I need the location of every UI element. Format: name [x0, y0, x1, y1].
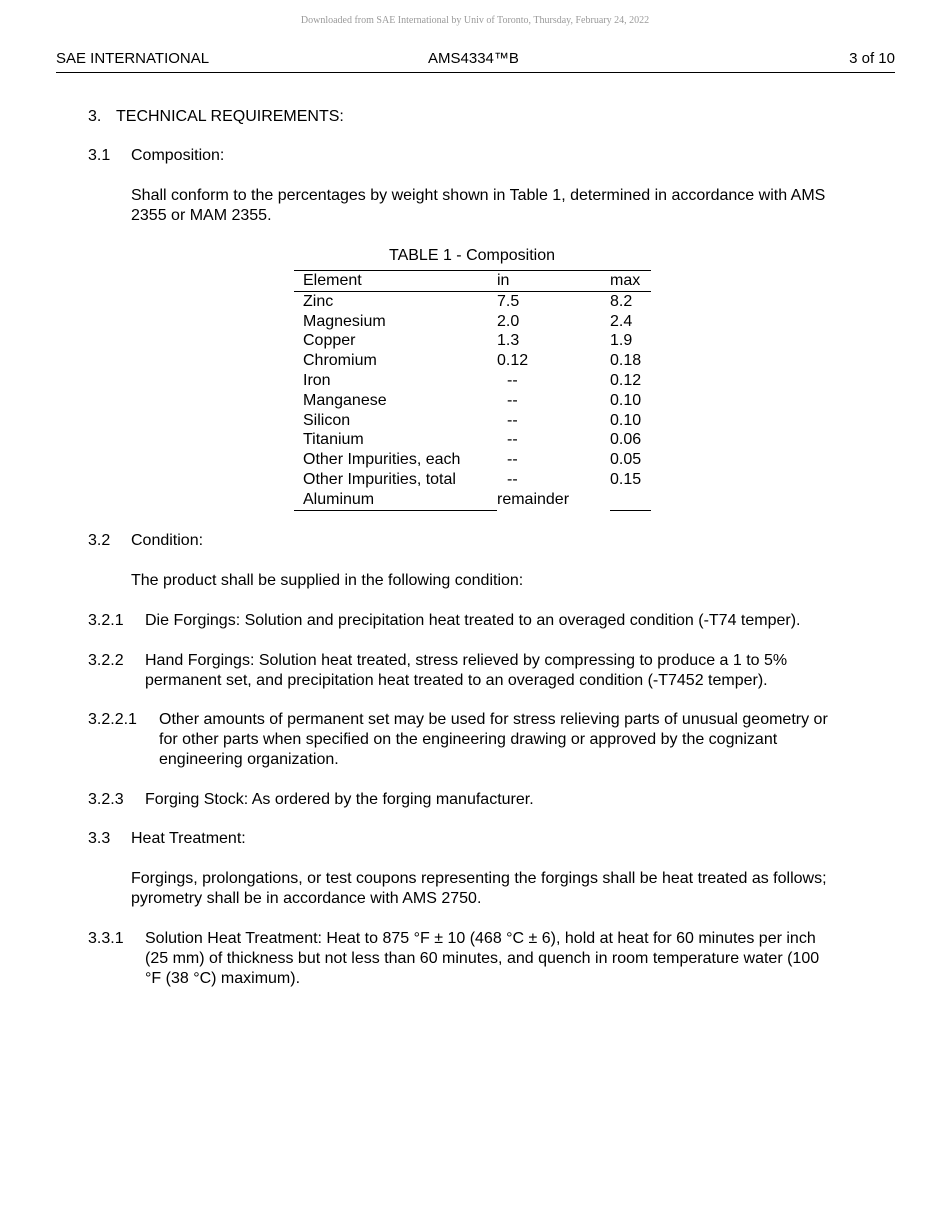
- section-3-2-2: [88, 651, 124, 671]
- table-row: [294, 371, 651, 391]
- max-cell: 0.06: [610, 431, 642, 449]
- composition-paragraph: Shall conform to the percentages by weight shown in Table 1, determined in accordance with AMS 2355 or MAM 2355.: [131, 187, 826, 224]
- hand-forgings-paragraph: Hand Forgings: Solution heat treated, stress relieved by compressing to produce a 1 to 5% permanent set, and precipitation heat treated to an overaged condition (-T7452 temper).: [145, 652, 788, 689]
- max-cell: 8.2: [610, 292, 633, 310]
- element-cell: Iron: [303, 371, 331, 389]
- section-title: Composition:: [131, 147, 225, 164]
- permanent-set-paragraph: Other amounts of permanent set may be used for stress relieving parts of unusual geometry or for other parts when specified on the engineering drawing or approved by the cognizant engineering organization.: [159, 711, 828, 768]
- element-cell: Other Impurities, total: [303, 470, 456, 488]
- min-cell: --: [507, 431, 518, 449]
- section-number: 3.: [88, 108, 102, 125]
- max-cell: 0.18: [610, 352, 642, 370]
- column-header: max: [610, 271, 651, 292]
- section-number: 3.2.1: [88, 612, 124, 629]
- min-cell: 1.3: [497, 332, 520, 350]
- table-row: [294, 312, 651, 332]
- table-row: [294, 391, 651, 411]
- min-cell: remainder: [497, 491, 570, 509]
- max-cell: 0.15: [610, 470, 642, 488]
- element-cell: Titanium: [303, 431, 364, 449]
- section-3-1-heading: [88, 146, 225, 166]
- max-cell: 0.12: [610, 371, 642, 389]
- publisher-name: SAE INTERNATIONAL: [56, 50, 210, 67]
- element-cell: Magnesium: [303, 312, 386, 330]
- heat-treatment-paragraph: Forgings, prolongations, or test coupons representing the forgings shall be heat treated as follows; pyrometry shall be in accordance with AMS 2750.: [131, 870, 827, 907]
- table-row: [294, 351, 651, 371]
- table-header-row: [294, 271, 651, 292]
- page-header: [56, 50, 895, 73]
- max-cell: 0.10: [610, 391, 642, 409]
- table-row: [294, 291, 651, 311]
- section-number: 3.1: [88, 147, 111, 164]
- section-number: 3.2.2.1: [88, 711, 137, 728]
- min-cell: 7.5: [497, 292, 520, 310]
- document-number: AMS4334™B: [428, 50, 519, 67]
- element-cell: Copper: [303, 332, 356, 350]
- table-row: [294, 450, 651, 470]
- element-cell: Other Impurities, each: [303, 451, 461, 469]
- section-title: Heat Treatment:: [131, 830, 246, 847]
- section-3-2-3: [88, 790, 124, 810]
- element-cell: Aluminum: [294, 490, 497, 510]
- table-row: [294, 430, 651, 450]
- page-number: 3 of 10: [849, 50, 895, 67]
- element-cell: Zinc: [303, 292, 334, 310]
- section-number: 3.2.3: [88, 791, 124, 808]
- table-row: [294, 331, 651, 351]
- section-number: 3.3.1: [88, 930, 124, 947]
- section-3-3-heading: [88, 829, 246, 849]
- min-cell: --: [507, 371, 518, 389]
- table-row: [294, 470, 651, 490]
- section-title: TECHNICAL REQUIREMENTS:: [116, 108, 344, 125]
- max-cell: [610, 490, 651, 510]
- section-3-3-1: [88, 929, 124, 949]
- min-cell: --: [507, 411, 518, 429]
- section-3-2-2-1: [88, 710, 137, 730]
- solution-heat-treatment-paragraph: Solution Heat Treatment: Heat to 875 °F ± 10 (468 °C ± 6), hold at heat for 60 minutes per inch (25 mm) of thickness but not less than 60 minutes, and quench in room temperature water (100 °F (38 °C) maximum).: [145, 930, 820, 987]
- max-cell: 2.4: [610, 312, 633, 330]
- element-cell: Manganese: [303, 391, 387, 409]
- max-cell: 0.10: [610, 411, 642, 429]
- section-3-heading: [88, 107, 344, 127]
- die-forgings-paragraph: Die Forgings: Solution and precipitation heat treated to an overaged condition (-T74 temper).: [145, 612, 801, 629]
- composition-table: [294, 270, 651, 511]
- min-cell: --: [507, 470, 518, 488]
- min-cell: 2.0: [497, 312, 520, 330]
- column-header: in: [497, 271, 610, 292]
- min-cell: --: [507, 451, 518, 469]
- section-number: 3.2.2: [88, 652, 124, 669]
- max-cell: 1.9: [610, 332, 633, 350]
- element-cell: Chromium: [303, 352, 377, 370]
- download-watermark: Downloaded from SAE International by Univ of Toronto, Thursday, February 24, 2022: [300, 15, 650, 26]
- min-cell: --: [507, 391, 518, 409]
- table-row: [294, 411, 651, 431]
- max-cell: 0.05: [610, 451, 642, 469]
- section-3-2-heading: [88, 531, 204, 551]
- table-title: TABLE 1 - Composition: [389, 247, 555, 264]
- element-cell: Silicon: [303, 411, 351, 429]
- min-cell: 0.12: [497, 352, 529, 370]
- forging-stock-paragraph: Forging Stock: As ordered by the forging manufacturer.: [145, 791, 534, 808]
- condition-paragraph: The product shall be supplied in the following condition:: [131, 572, 524, 589]
- section-number: 3.2: [88, 532, 111, 549]
- table-row: [294, 490, 651, 510]
- column-header: Element: [294, 271, 497, 292]
- section-number: 3.3: [88, 830, 111, 847]
- section-title: Condition:: [131, 532, 204, 549]
- section-3-2-1: [88, 611, 124, 631]
